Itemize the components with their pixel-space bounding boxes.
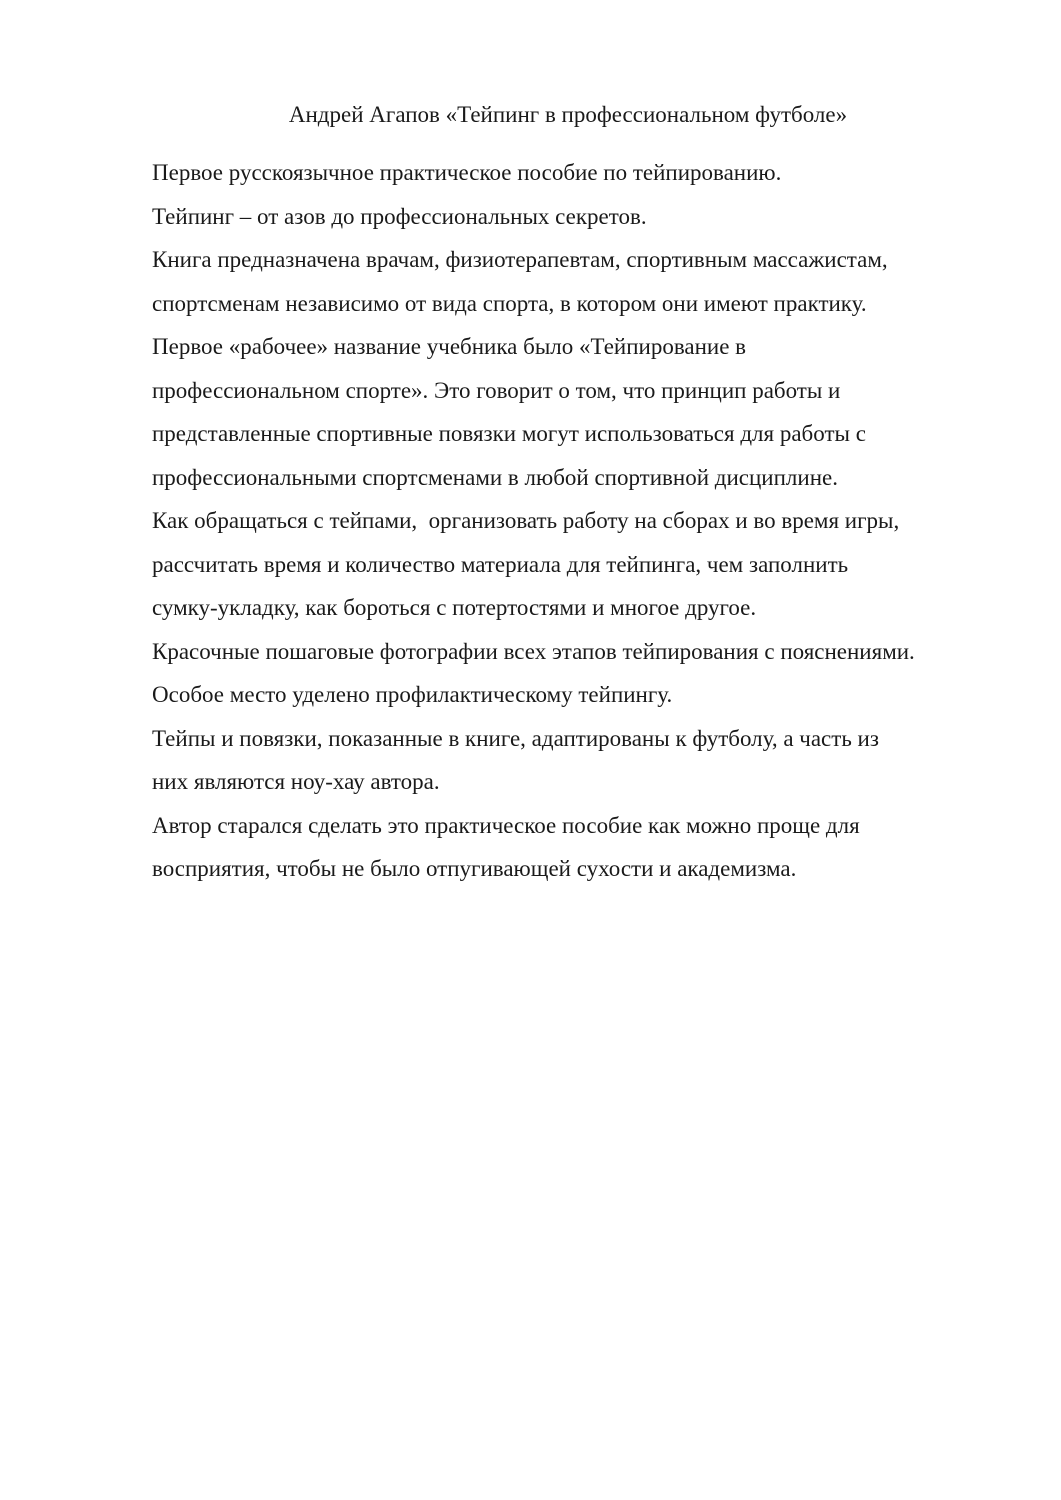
text-line: них являются ноу-хау автора. <box>152 769 440 794</box>
text-line: Первое «рабочее» название учебника было «Тейпирование в <box>152 334 747 359</box>
text-line: профессиональном спорте». Это говорит о том, что принцип работы и <box>152 377 841 403</box>
document-title: Андрей Агапов «Тейпинг в профессиональном футболе» <box>288 102 848 127</box>
text-line: Как обращаться с тейпами, организовать работу на сборах и во время игры, <box>152 508 900 533</box>
text-line: Тейпинг – от азов до профессиональных секретов. <box>152 203 647 229</box>
text-line: профессиональными спортсменами в любой спортивной дисциплине. <box>152 464 838 490</box>
text-line: Тейпы и повязки, показанные в книге, адаптированы к футболу, а часть из <box>152 725 879 751</box>
text-line: Красочные пошаговые фотографии всех этапов тейпирования с пояснениями. <box>152 638 915 664</box>
text-line: рассчитать время и количество материала для тейпинга, чем заполнить <box>152 551 849 577</box>
text-line: спортсменам независимо от вида спорта, в котором они имеют практику. <box>152 290 867 316</box>
text-line: восприятия, чтобы не было отпугивающей сухости и академизма. <box>152 856 797 881</box>
text-line: Особое место уделено профилактическому тейпингу. <box>152 682 673 707</box>
text-line: сумку-укладку, как бороться с потертостями и многое другое. <box>152 595 757 620</box>
text-line: Первое русскоязычное практическое пособие по тейпированию. <box>152 160 782 185</box>
text-line: представленные спортивные повязки могут использоваться для работы с <box>152 421 866 446</box>
document-body <box>152 151 1042 891</box>
text-line: Автор старался сделать это практическое пособие как можно проще для <box>152 812 860 838</box>
text-line: Книга предназначена врачам, физиотерапевтам, спортивным массажистам, <box>152 247 888 272</box>
